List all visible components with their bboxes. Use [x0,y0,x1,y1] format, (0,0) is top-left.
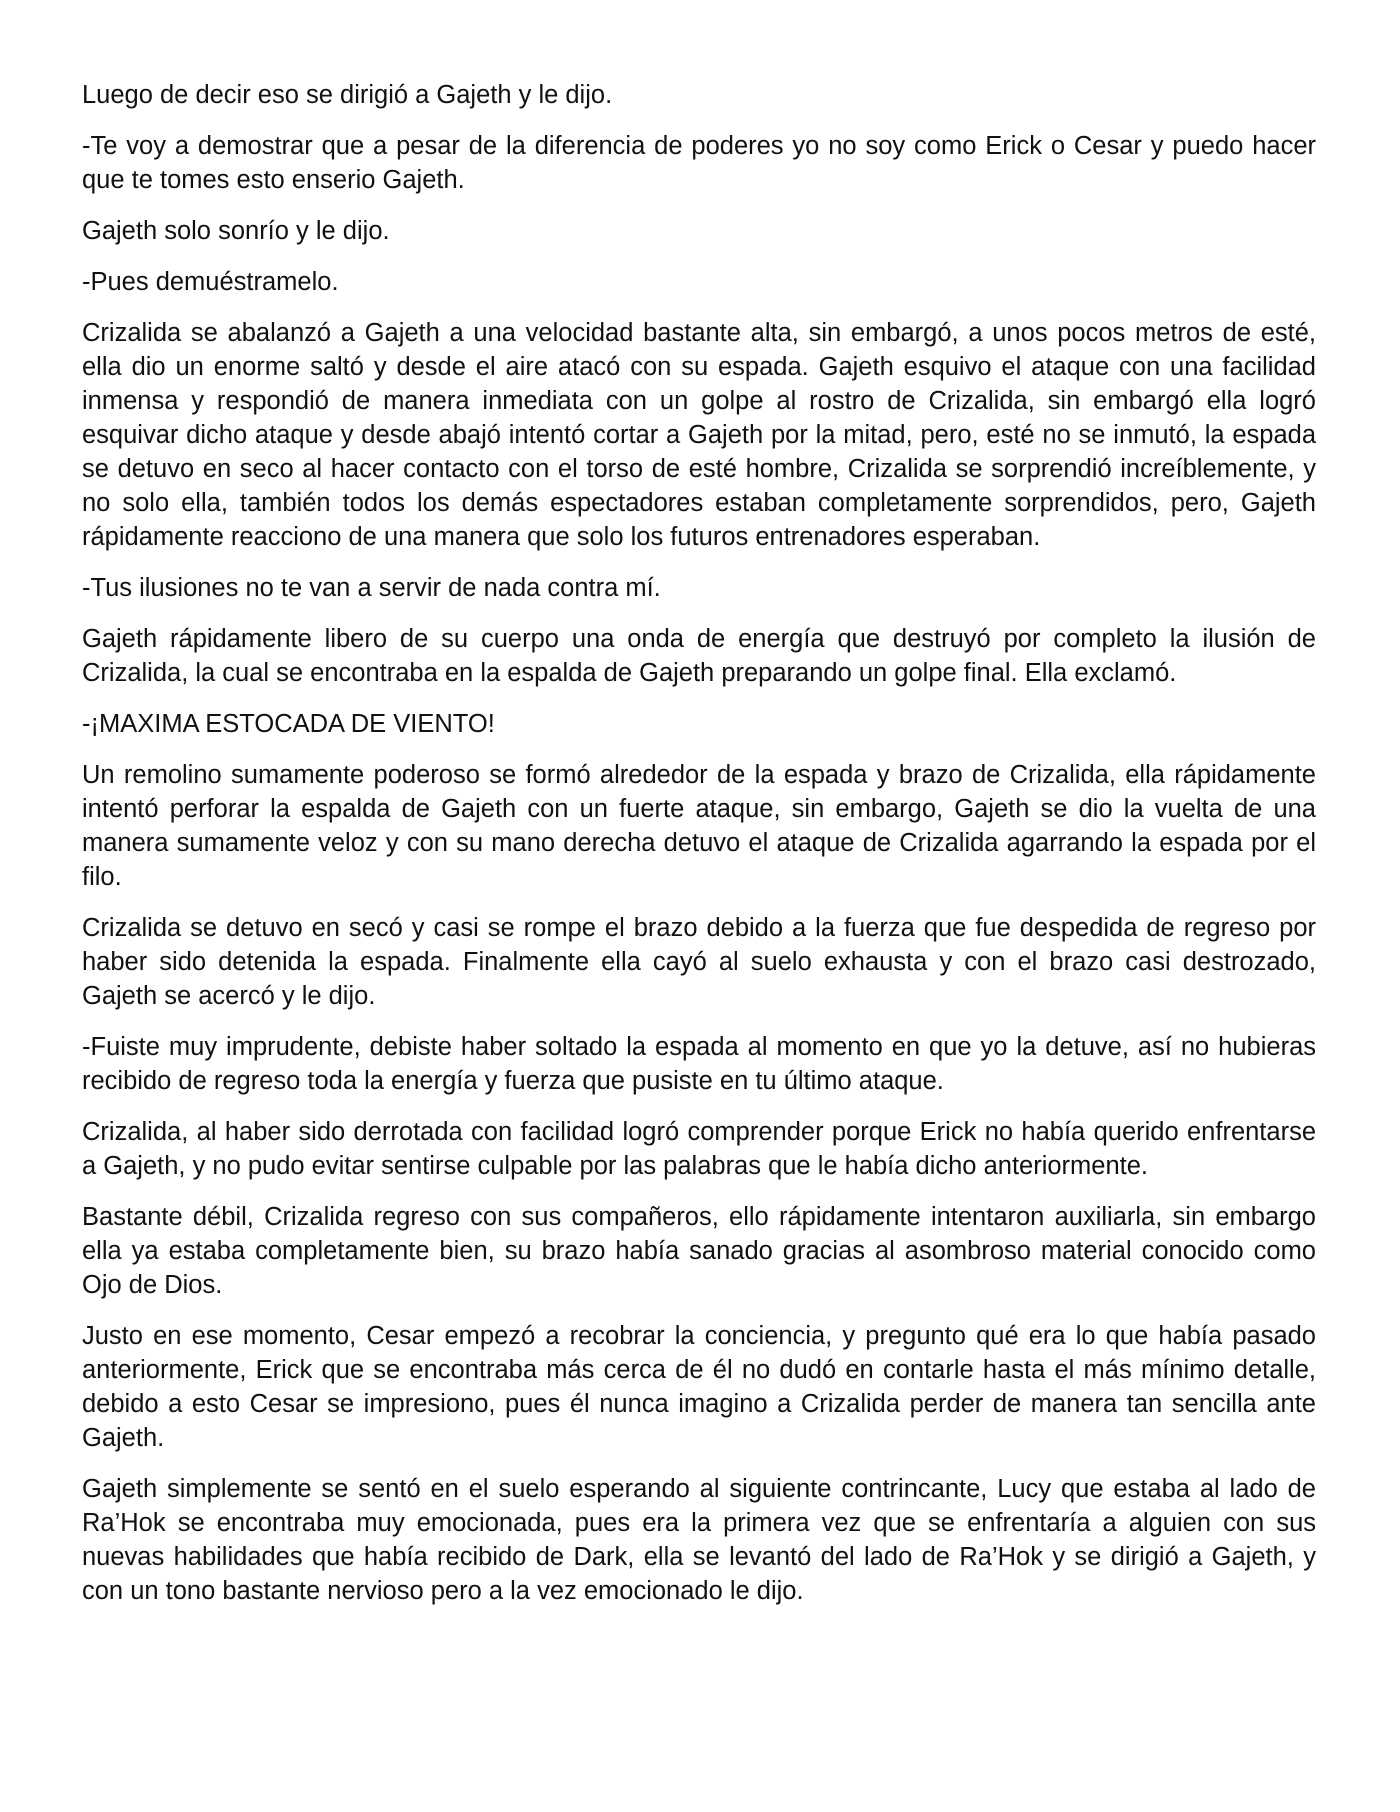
paragraph: -¡MAXIMA ESTOCADA DE VIENTO! [82,710,495,738]
paragraph: Crizalida, al haber sido derrotada con facilidad logró comprender porque Erick no había querido enfrentarse a Gajeth, y no pudo evitar sentirse culpable por las palabras que le había dicho anteriormente. [82,1118,1316,1180]
paragraph: Gajeth simplemente se sentó en el suelo esperando al siguiente contrincante, Lucy que estaba al lado de Ra’Hok se encontraba muy emocionada, pues era la primera vez que se enfrentaría a alguien con sus nuevas habilidades que había recibido de Dark, ella se levantó del lado de Ra’Hok y se dirigió a Gajeth, y con un tono bastante nervioso pero a la vez emocionado le dijo. [82,1475,1316,1605]
paragraph: Gajeth solo sonrío y le dijo. [82,217,390,245]
paragraph: Bastante débil, Crizalida regreso con sus compañeros, ello rápidamente intentaron auxiliarla, sin embargo ella ya estaba completamente bien, su brazo había sanado gracias al asombroso material conocido como Ojo de Dios. [82,1203,1316,1299]
paragraph: Crizalida se abalanzó a Gajeth a una velocidad bastante alta, sin embargó, a unos pocos metros de esté, ella dio un enorme saltó y desde el aire atacó con su espada. Gajeth esquivo el ataque con una facilidad inmensa y respondió de manera inmediata con un golpe al rostro de Crizalida, sin embargó ella logró esquivar dicho ataque y desde abajó intentó cortar a Gajeth por la mitad, pero, esté no se inmutó, la espada se detuvo en seco al hacer contacto con el torso de esté hombre, Crizalida se sorprendió increíblemente, y no solo ella, también todos los demás espectadores estaban completamente sorprendidos, pero, Gajeth rápidamente reacciono de una manera que solo los futuros entrenadores esperaban. [82,319,1316,551]
paragraph: Luego de decir eso se dirigió a Gajeth y le dijo. [82,81,613,109]
paragraph: -Te voy a demostrar que a pesar de la diferencia de poderes yo no soy como Erick o Cesar y puedo hacer que te tomes esto enserio Gajeth. [82,132,1316,194]
paragraph: Justo en ese momento, Cesar empezó a recobrar la conciencia, y pregunto qué era lo que había pasado anteriormente, Erick que se encontraba más cerca de él no dudó en contarle hasta el más mínimo detalle, debido a esto Cesar se impresiono, pues él nunca imagino a Crizalida perder de manera tan sencilla ante Gajeth. [82,1322,1316,1452]
paragraph: -Pues demuéstramelo. [82,268,339,296]
paragraph: -Fuiste muy imprudente, debiste haber soltado la espada al momento en que yo la detuve, así no hubieras recibido de regreso toda la energía y fuerza que pusiste en tu último ataque. [82,1033,1316,1095]
paragraph: Gajeth rápidamente libero de su cuerpo una onda de energía que destruyó por completo la ilusión de Crizalida, la cual se encontraba en la espalda de Gajeth preparando un golpe final. Ella exclamó. [82,625,1316,687]
paragraph: Un remolino sumamente poderoso se formó alrededor de la espada y brazo de Crizalida, ella rápidamente intentó perforar la espalda de Gajeth con un fuerte ataque, sin embargo, Gajeth se dio la vuelta de una manera sumamente veloz y con su mano derecha detuvo el ataque de Crizalida agarrando la espada por el filo. [82,761,1316,891]
document-page [82,78,1316,1625]
paragraph: -Tus ilusiones no te van a servir de nada contra mí. [82,574,661,602]
paragraph: Crizalida se detuvo en secó y casi se rompe el brazo debido a la fuerza que fue despedida de regreso por haber sido detenida la espada. Finalmente ella cayó al suelo exhausta y con el brazo casi destrozado, Gajeth se acercó y le dijo. [82,914,1316,1010]
